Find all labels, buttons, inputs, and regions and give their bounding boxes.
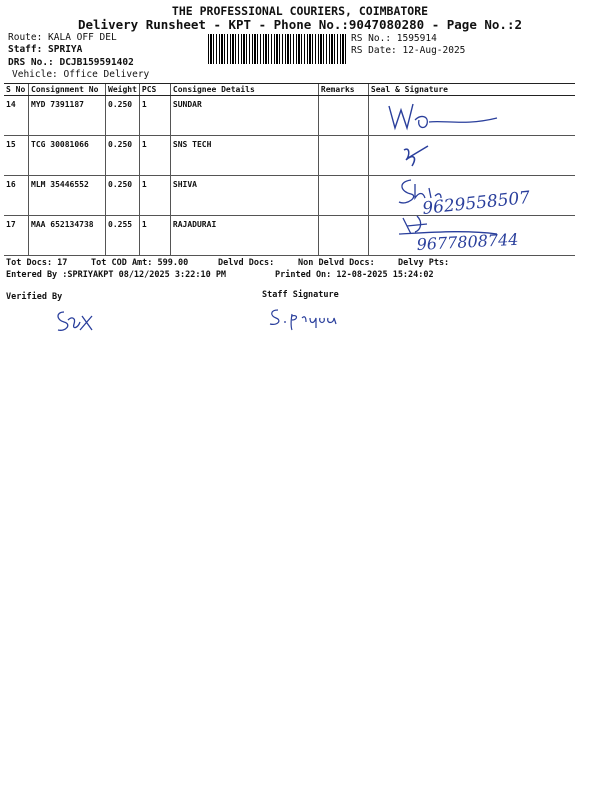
cell-remarks [318,136,368,176]
cell-sno: 17 [4,216,29,256]
delvd-docs: Delvd Docs: [218,258,275,268]
col-consignment: Consignment No [29,84,106,96]
cell-consignment: MYD 7391187 [29,96,106,136]
col-pcs: PCS [139,84,170,96]
cell-sno: 15 [4,136,29,176]
cell-consignment: MLM 35446552 [29,176,106,216]
cell-consignee: RAJADURAI [170,216,318,256]
col-remarks: Remarks [318,84,368,96]
cell-weight: 0.250 [106,136,140,176]
handwritten-phone-16: 9629558507 [421,187,532,219]
cell-consignee: SNS TECH [170,136,318,176]
runsheet-subtitle: Delivery Runsheet - KPT - Phone No.:9047080280 - Page No.:2 [77,17,522,32]
entered-by: Entered By :SPRIYAKPT 08/12/2025 3:22:10 PM [6,270,227,280]
staff-signature-label: Staff Signature [262,290,339,300]
delvy-pts: Delvy Pts: [398,258,450,268]
barcode [208,34,348,64]
signature-row-15 [398,140,438,172]
table-row [4,136,575,176]
cell-weight: 0.250 [106,96,140,136]
col-weight: Weight [106,84,140,96]
tot-cod-amt: Tot COD Amt: 599.00 [91,258,189,268]
tot-docs: Tot Docs: 17 [6,258,68,268]
signature-row-17 [397,212,547,254]
cell-pcs: 1 [139,216,170,256]
cell-consignee: SHIVA [170,176,318,216]
cell-consignment: TCG 30081066 [29,136,106,176]
cell-pcs: 1 [139,136,170,176]
company-title: THE PROFESSIONAL COURIERS, COIMBATORE [171,4,429,18]
non-delvd-docs: Non Delvd Docs: [298,258,375,268]
col-signature: Seal & Signature [368,84,575,96]
cell-remarks [318,176,368,216]
cell-sno: 16 [4,176,29,216]
cell-sno: 14 [4,96,29,136]
cell-consignee: SUNDAR [170,96,318,136]
drs-label: DRS No.: DCJB159591402 [8,57,134,68]
verified-signature [52,308,98,334]
staff-signature [266,306,356,332]
cell-pcs: 1 [139,176,170,216]
cell-weight: 0.250 [106,176,140,216]
cell-pcs: 1 [139,96,170,136]
route-label: Route: KALA OFF DEL [8,32,117,43]
staff-label: Staff: SPRIYA [8,44,83,55]
handwritten-phone-17: 9677808744 [416,229,519,254]
cell-remarks [318,216,368,256]
printed-on: Printed On: 12-08-2025 15:24:02 [275,270,434,280]
signature-row-14 [385,98,515,138]
rs-no: RS No.: 1595914 [351,33,437,44]
table-header-row [4,84,575,96]
cell-remarks [318,96,368,136]
rs-date: RS Date: 12-Aug-2025 [351,45,466,56]
col-consignee: Consignee Details [170,84,318,96]
cell-weight: 0.255 [106,216,140,256]
col-sno: S No [4,84,29,96]
cell-consignment: MAA 652134738 [29,216,106,256]
verified-by-label: Verified By [6,292,63,302]
vehicle-label: Vehicle: Office Delivery [12,69,150,80]
